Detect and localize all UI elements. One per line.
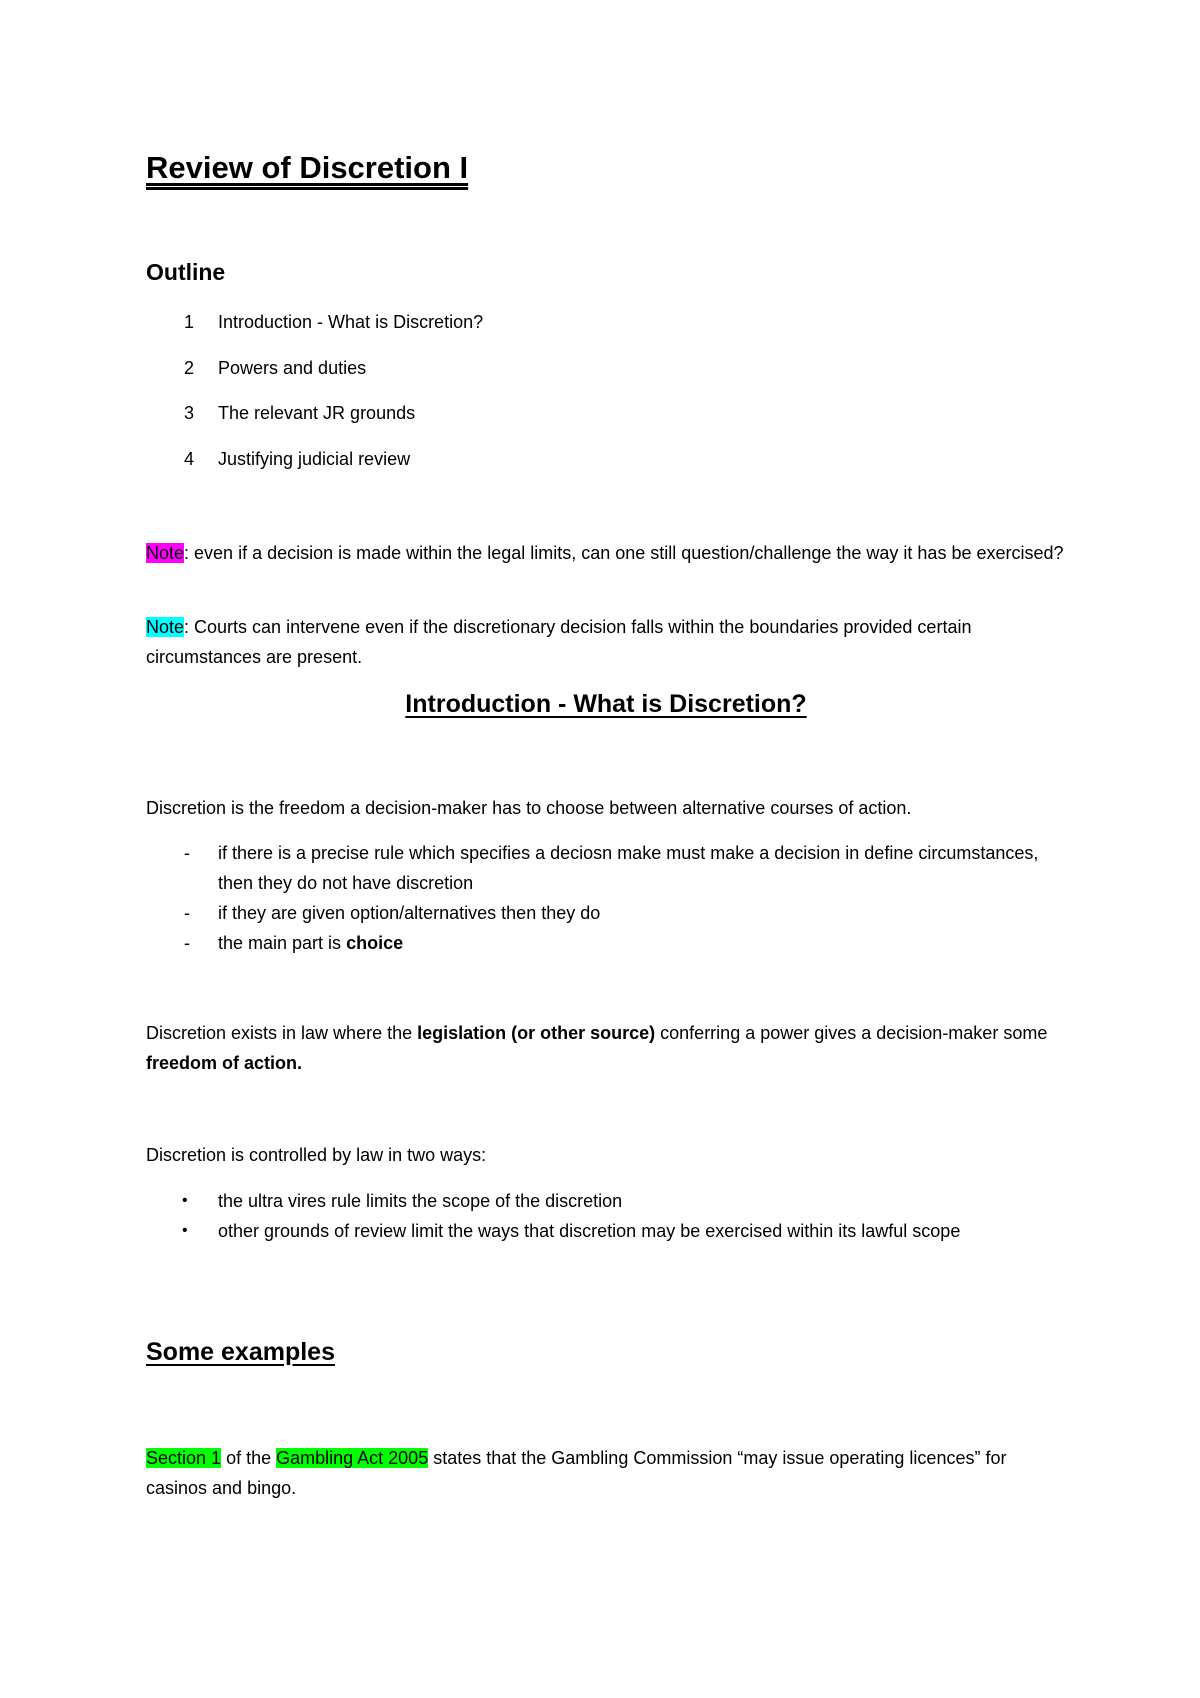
note-text: : Courts can intervene even if the discretionary decision falls within the boundaries provided certain circumstances are present.: [146, 617, 972, 667]
emphasis-legislation: legislation (or other source): [417, 1023, 656, 1043]
section-heading-introduction: Introduction - What is Discretion?: [405, 690, 807, 718]
dash-marker: -: [184, 933, 190, 953]
outline-item-label: Powers and duties: [218, 357, 367, 378]
bullet-list: [146, 1186, 1066, 1246]
note-paragraph: [146, 612, 1066, 672]
emphasis-choice: choice: [346, 933, 404, 953]
section-heading-examples: Some examples: [146, 1338, 335, 1366]
list-item: [146, 1186, 1066, 1216]
definition-paragraph: Discretion is the freedom a decision-maker has to choose between alternative courses of action.: [146, 798, 912, 818]
emphasis-freedom: freedom of action.: [146, 1053, 303, 1073]
list-item-text: the main part is choice: [218, 933, 404, 953]
outline-item-number: 1: [184, 312, 195, 332]
outline-item-number: 4: [184, 448, 195, 469]
controlled-paragraph: Discretion is controlled by law in two ways:: [146, 1145, 487, 1165]
outline-item-label: Introduction - What is Discretion?: [218, 312, 484, 332]
document-title: Review of Discretion I: [146, 150, 469, 185]
note-label: Note: [146, 543, 185, 563]
outline-heading: Outline: [146, 259, 226, 285]
outline-item-label: Justifying judicial review: [218, 448, 411, 469]
outline-item-number: 3: [184, 403, 195, 423]
outline-item: [146, 403, 483, 449]
outline-item: [146, 358, 483, 404]
list-item-text: if there is a precise rule which specifies a deciosn make must make a decision in define circumstances, then they do not have discretion: [218, 843, 1039, 893]
example-paragraph: Section 1 of the Gambling Act 2005 states that the Gambling Commission “may issue operating licences” for casinos and bingo.: [146, 1448, 1007, 1498]
outline-item: [146, 449, 483, 495]
outline-item: [146, 312, 483, 358]
list-item: [146, 928, 1066, 958]
list-item: [146, 1216, 1066, 1246]
section-reference: Section 1: [146, 1448, 222, 1468]
dash-marker: -: [184, 903, 190, 923]
exists-paragraph: Discretion exists in law where the legislation (or other source) conferring a power gives a decision-maker some freedom of action.: [146, 1023, 1048, 1073]
dash-marker: -: [184, 843, 190, 863]
dash-list: [146, 838, 1066, 958]
note-paragraph: [146, 538, 1066, 568]
outline-item-label: The relevant JR grounds: [218, 403, 416, 423]
note-text: : even if a decision is made within the legal limits, can one still question/challenge the way it has be exercised?: [184, 543, 1064, 563]
list-item-text: the ultra vires rule limits the scope of the discretion: [218, 1191, 623, 1211]
note-label: Note: [146, 617, 185, 637]
bullet-marker: •: [182, 1222, 188, 1239]
list-item-text: other grounds of review limit the ways that discretion may be exercised within its lawful scope: [218, 1221, 961, 1241]
outline-list: [146, 312, 483, 494]
list-item: [146, 898, 1066, 928]
act-reference: Gambling Act 2005: [276, 1448, 429, 1468]
outline-item-number: 2: [184, 357, 195, 378]
list-item-text: if they are given option/alternatives then they do: [218, 903, 601, 923]
list-item: [146, 838, 1066, 898]
bullet-marker: •: [182, 1192, 188, 1209]
